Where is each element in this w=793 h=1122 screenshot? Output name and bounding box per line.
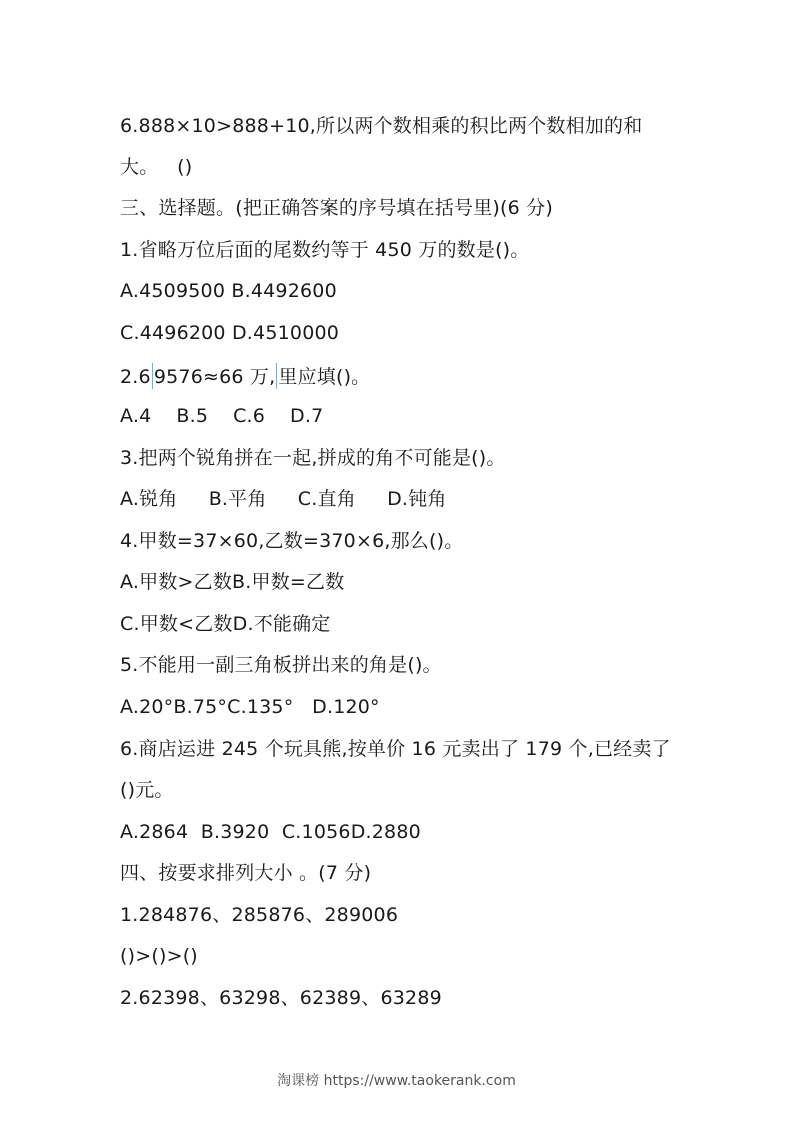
answer-options: A.4 B.5 C.6 D.7 xyxy=(120,405,324,427)
answer-options: A.甲数>乙数B.甲数=乙数 xyxy=(120,571,345,593)
footer-watermark: 淘课榜 https://www.taokerank.com xyxy=(277,1073,516,1089)
question-text: 3.把两个锐角拼在一起,拼成的角不可能是()。 xyxy=(120,447,506,469)
question-text: ()元。 xyxy=(120,779,174,801)
answer-options: C.甲数<乙数D.不能确定 xyxy=(120,613,331,635)
question-text-part: 2.6 xyxy=(120,366,151,388)
question-text xyxy=(120,363,370,389)
question-text-part: 9576≈66 万, xyxy=(153,366,276,388)
question-text: 1.省略万位后面的尾数约等于 450 万的数是()。 xyxy=(120,239,530,261)
question-text: 1.284876、285876、289006 xyxy=(120,904,399,926)
question-text-part: 里应填()。 xyxy=(278,366,371,388)
text-line: 6.888×10>888+10,所以两个数相乘的积比两个数相加的和 xyxy=(120,115,643,137)
answer-options: A.4509500 B.4492600 xyxy=(120,280,337,302)
question-text: 6.商店运进 245 个玩具熊,按单价 16 元卖出了 179 个,已经卖了 xyxy=(120,738,671,760)
answer-options: A.2864 B.3920 C.1056D.2880 xyxy=(120,821,421,843)
answer-options: A.锐角 B.平角 C.直角 D.钝角 xyxy=(120,488,447,510)
section-heading: 三、选择题。(把正确答案的序号填在括号里)(6 分) xyxy=(120,197,553,219)
question-text: ()>()>() xyxy=(120,945,198,967)
blank-marker xyxy=(152,363,153,389)
answer-options: A.20°B.75°C.135° D.120° xyxy=(120,696,380,718)
text-line: 大。 () xyxy=(120,156,193,178)
question-text: 2.62398、63298、62389、63289 xyxy=(120,987,442,1009)
question-text: 4.甲数=37×60,乙数=370×6,那么()。 xyxy=(120,530,464,552)
question-text: 5.不能用一副三角板拼出来的角是()。 xyxy=(120,654,442,676)
section-heading: 四、按要求排列大小 。(7 分) xyxy=(120,862,372,884)
answer-options: C.4496200 D.4510000 xyxy=(120,322,340,344)
